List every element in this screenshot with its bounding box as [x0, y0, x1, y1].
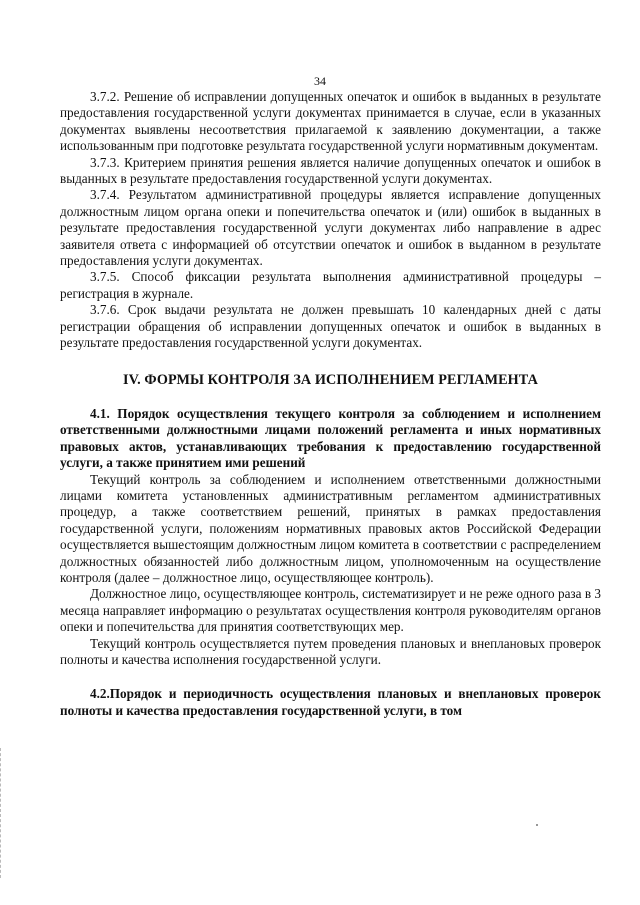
paragraph-4-1-current-control: Текущий контроль за соблюдением и исполнением ответственными должностными лицами комитета установленных административным регламентом административных процедур, а также соответствием решений, принятых в рамках предоставления государственной услуги, положениям нормативных правовых актов Российской Федерации осуществляется вышестоящим должностным лицом комитета в соответствии с распределением должностных обязанностей либо должностным лицом, уполномоченным на осуществление контроля (далее – должностное лицо, осуществляющее контроль). [60, 471, 601, 585]
document-body [60, 89, 601, 719]
scan-dot [536, 824, 538, 826]
section-heading: IV. ФОРМЫ КОНТРОЛЯ ЗА ИСПОЛНЕНИЕМ РЕГЛАМЕНТА [122, 371, 539, 388]
subsection-4-1-title: 4.1. Порядок осуществления текущего контроля за соблюдением и исполнением ответственными должностными лицами положений регламента и иных нормативных правовых актов, устанавливающих требования к предоставлению государственной услуги, а также принятием ими решений [60, 405, 601, 471]
page-number: 34 [314, 74, 326, 88]
subsection-4-2-title: 4.2.Порядок и периодичность осуществления плановых и внеплановых проверок полноты и качества предоставления государственной услуги, в том [60, 686, 601, 718]
paragraph-3-7-6: 3.7.6. Срок выдачи результата не должен превышать 10 календарных дней с даты регистрации обращения об исправлении допущенных опечаток и ошибок в выданных в результате предоставления государственной услуги документах. [60, 302, 601, 351]
paragraph-3-7-3: 3.7.3. Критерием принятия решения является наличие допущенных опечаток и ошибок в выданных в результате предоставления государственной услуги документах. [60, 154, 601, 187]
paragraph-3-7-4: 3.7.4. Результатом административной процедуры является исправление допущенных должностным лицом органа опеки и попечительства опечаток и (или) ошибок в выданных в результате предоставления государственной услуги документах либо направление в адрес заявителя ответа с информацией об отсутствии опечаток и ошибок в выданном в результате предоставления услуги документах. [60, 187, 601, 269]
paragraph-3-7-5: 3.7.5. Способ фиксации результата выполнения административной процедуры – регистрация в журнале. [60, 269, 601, 301]
scan-edge-marks [0, 748, 4, 878]
paragraph-3-7-2: 3.7.2. Решение об исправлении допущенных опечаток и ошибок в выданных в результате предоставления государственной услуги документах принимается в случае, если в указанных документах выявлены несоответствия прилагаемой к заявлению документации, а также использованным при подготовке результата государственной услуги нормативным документам. [60, 89, 601, 154]
paragraph-4-1-inspections: Текущий контроль осуществляется путем проведения плановых и внеплановых проверок полноты и качества исполнения государственной услуги. [60, 635, 601, 667]
paragraph-4-1-official: Должностное лицо, осуществляющее контроль, систематизирует и не реже одного раза в 3 месяца направляет информацию о результатах осуществления контроля руководителям органов опеки и попечительства для принятия соответствующих мер. [60, 586, 601, 635]
